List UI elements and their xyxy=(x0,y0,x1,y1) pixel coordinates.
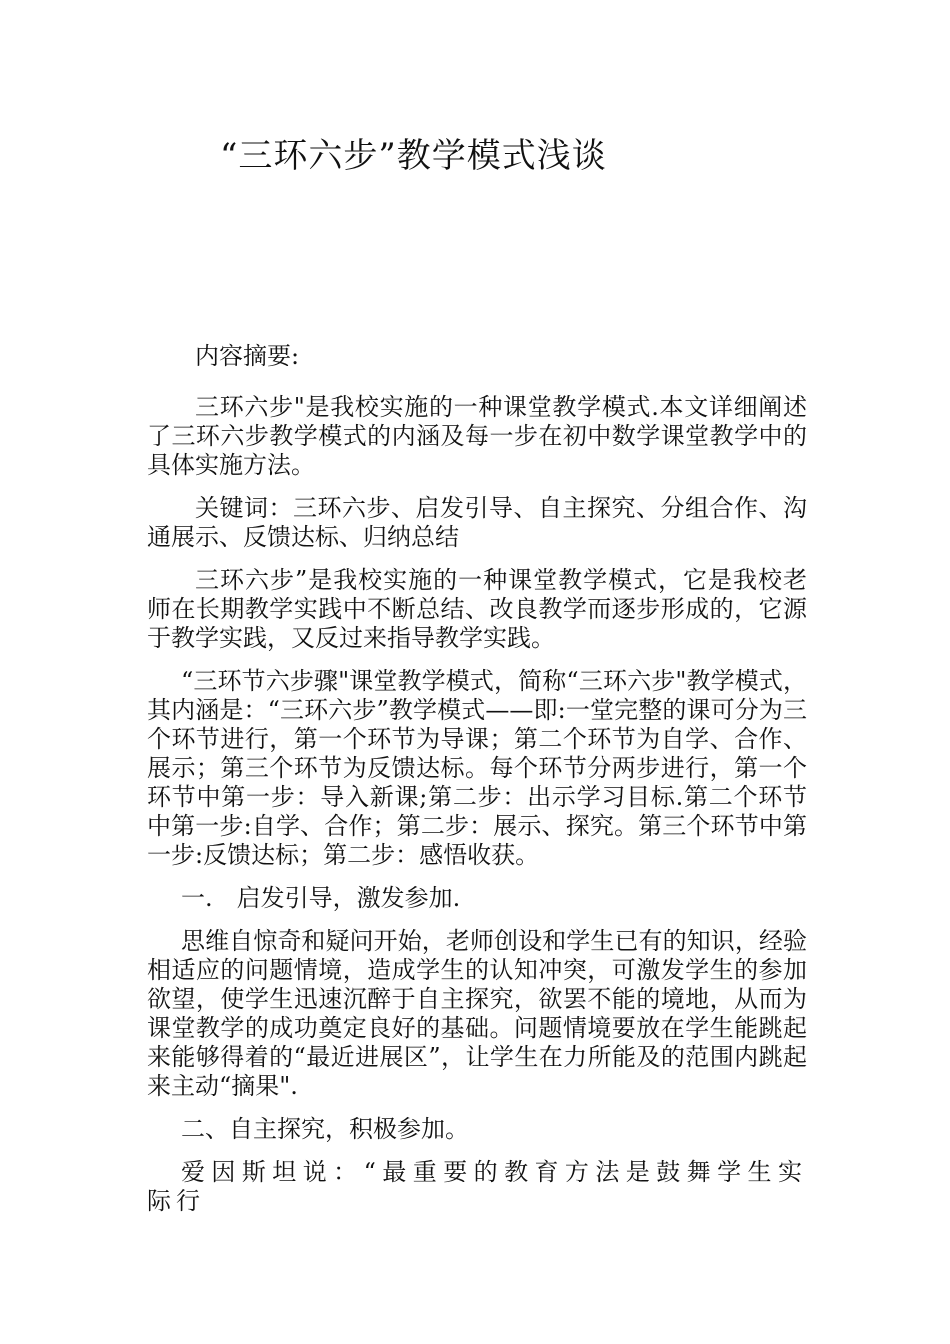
body-paragraph: “三环节六步骤"课堂教学模式，简称“三环六步"教学模式，其内涵是：“三环六步”教学模式——即:一堂完整的课可分为三个环节进行，第一个环节为导课；第二个环节为自学、合作、展示；第三个环节为反馈达标。每个环节分两步进行，第一个环节中第一步：导入新课;第二步：出示学习目标.第二个环节中第一步:自学、合作；第二步：展示、探究。第三个环节中第一步:反馈达标；第二步：感悟收获。 xyxy=(147,667,807,869)
section-heading: 二、自主探究，积极参加。 xyxy=(181,1115,469,1143)
section-heading: 一. 启发引导，激发参加. xyxy=(181,884,461,912)
body-paragraph: 爱因斯坦说：“最重要的教育方法是鼓舞学生实际行 xyxy=(147,1158,807,1215)
document-title: “三环六步”教学模式浅谈 xyxy=(220,136,607,176)
abstract-label: 内容摘要: xyxy=(195,342,300,370)
body-paragraph: 三环六步”是我校实施的一种课堂教学模式，它是我校老师在长期教学实践中不断总结、改良教学而逐步形成的，它源于教学实践，又反过来指导教学实践。 xyxy=(147,566,807,652)
document-body xyxy=(147,342,807,1230)
keywords-paragraph: 关键词：三环六步、启发引导、自主探究、分组合作、沟通展示、反馈达标、归纳总结 xyxy=(147,494,807,551)
body-paragraph: 思维自惊奇和疑问开始，老师创设和学生已有的知识，经验相适应的问题情境，造成学生的认知冲突，可激发学生的参加欲望，使学生迅速沉醉于自主探究，欲罢不能的境地，从而为课堂教学的成功奠定良好的基础。问题情境要放在学生能跳起来能够得着的“最近进展区”，让学生在力所能及的范围内跳起来主动“摘果". xyxy=(147,927,807,1100)
abstract-paragraph: 三环六步"是我校实施的一种课堂教学模式.本文详细阐述了三环六步教学模式的内涵及每一步在初中数学课堂教学中的具体实施方法。 xyxy=(147,393,807,479)
